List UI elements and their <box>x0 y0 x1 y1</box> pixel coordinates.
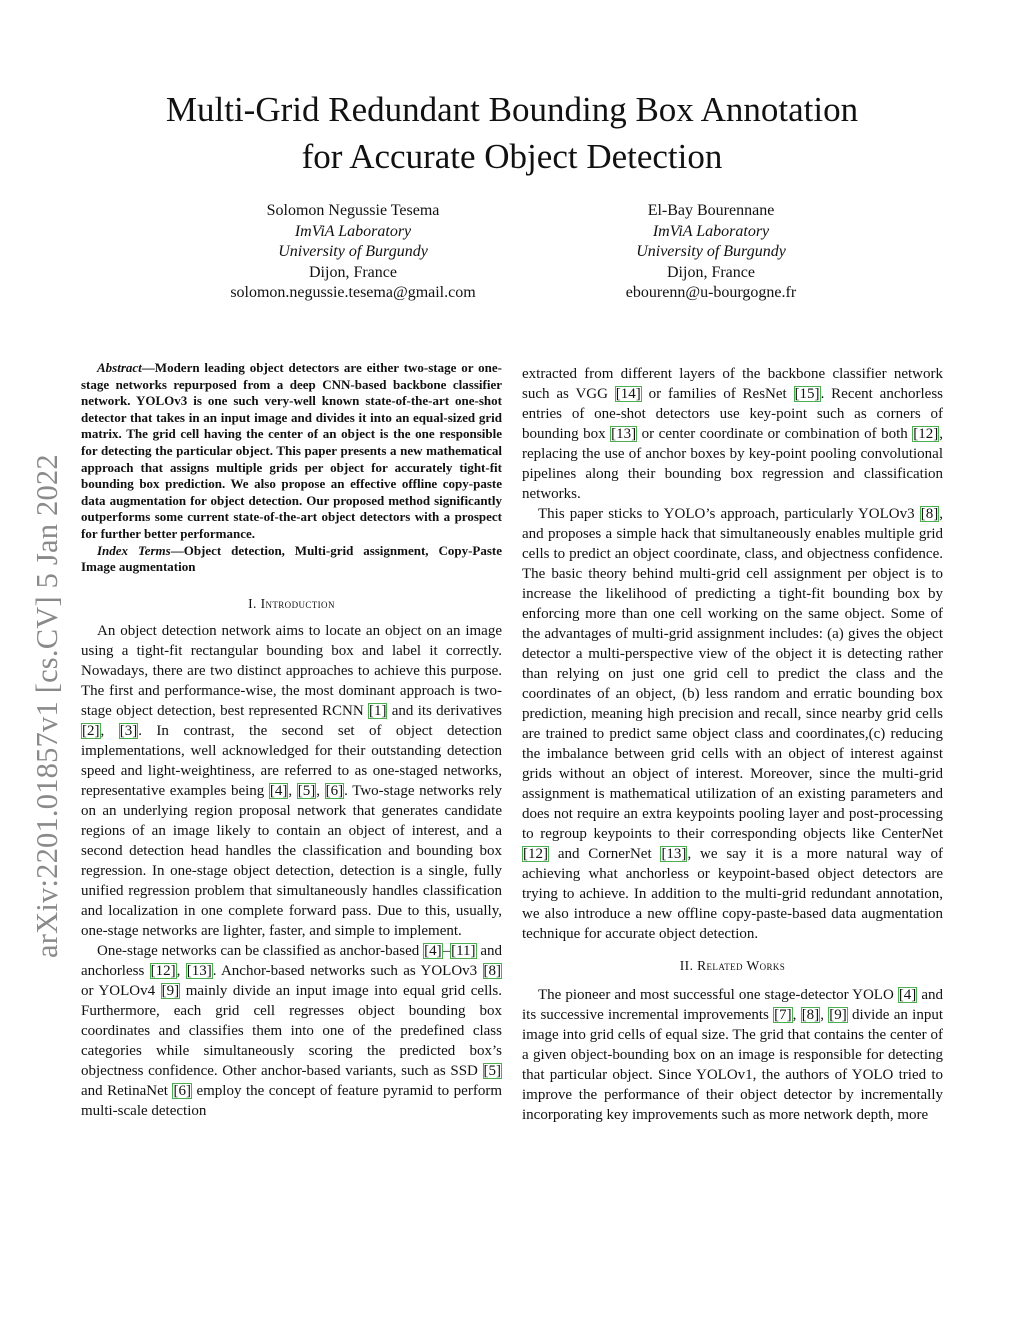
author-name: Solomon Negussie Tesema <box>266 202 440 219</box>
abstract-label: Abstract <box>97 360 142 375</box>
index-terms <box>81 543 502 576</box>
author-block-2 <box>531 201 891 304</box>
abstract-text: —Modern leading object detectors are either two-stage or one-stage networks repurposed from a deep CNN-based backbone classifier network. YOLOv3 is one such very-well known state-of-the-art one-shot detector that takes in an input image and divides it into an equal-sized grid matrix. The grid cell having the center of an object is the one responsible for detecting the particular object. This paper presents a new mathematical approach that assigns multiple grids per object for accurately tight-fit bounding box prediction. We also propose an effective offline copy-paste data augmentation for object detection. Our proposed method significantly outperforms some current state-of-the-art object detectors with a prospect for further better performance. <box>81 360 502 541</box>
intro-paragraph-1: An object detection network aims to locate an object on an image using a tight-fit rectangular bounding box and label it correctly. Nowadays, there are two distinct approaches to achieve this purpose. The first and performance-wise, the most dominant approach is two-stage object detection, best represented RCNN [1] and its derivatives [2], [3]. In contrast, the second set of object detection implementations, well acknowledged for their outstanding detection speed and light-weightiness, are referred to as one-staged networks, representative examples being [4], [5], [6]. Two-stage networks rely on an underlying region proposal network that generates candidate regions of an image likely to contain an object of interest, and a second detection head handles the classification and bounding box regression. In one-stage object detection, detection is a single, fully unified regression problem that simultaneously handles classification and localization in one complete forward pass. Due to this, usually, one-stage networks are lighter, faster, and simple to implement. <box>81 622 502 939</box>
section-heading-related-works: II. Related Works <box>679 958 786 973</box>
author-email: solomon.negussie.tesema@gmail.com <box>230 284 476 302</box>
author-block-1 <box>173 201 533 304</box>
index-terms-text: —Object detection, Multi-grid assignment, Copy-Paste Image augmentation <box>81 542 502 575</box>
right-column <box>522 364 943 1125</box>
author-location: Dijon, France <box>309 263 397 281</box>
intro-paragraph-3: extracted from different layers of the backbone classifier network such as VGG [14] or families of ResNet [15]. Recent anchorless entries of one-shot detectors use key-point such as corners of bounding box [13] or center coordinate or combination of both [12], replacing the use of anchor boxes by key-point pooling convolutional pipelines along their bounding box regression and classification networks. <box>522 366 943 502</box>
title-line-2: for Accurate Object Detection <box>301 137 723 176</box>
paper-title <box>60 86 964 180</box>
title-line-1: Multi-Grid Redundant Bounding Box Annotation <box>165 90 859 129</box>
author-university: University of Burgundy <box>636 243 786 261</box>
intro-paragraph-2: One-stage networks can be classified as anchor-based [4]–[11] and anchorless [12], [13]. Anchor-based networks such as YOLOv3 [8] or YOLOv4 [9] mainly divide an input image into equal grid cells. Furthermore, each grid cell regresses object bounding box coordinates and classifies them into one of the predefined class categories while simultaneously scoring the predicted box’s objectness confidence. Other anchor-based variants, such as SSD [5] and RetinaNet [6] employ the concept of feature pyramid to perform multi-scale detection <box>81 942 502 1119</box>
abstract <box>81 360 502 543</box>
author-lab: ImViA Laboratory <box>294 222 412 240</box>
section-heading-introduction: I. Introduction <box>248 595 335 611</box>
author-university: University of Burgundy <box>278 243 428 261</box>
author-name: El-Bay Bourennane <box>647 202 775 219</box>
author-email: ebourenn@u-bourgogne.fr <box>625 284 797 302</box>
author-location: Dijon, France <box>667 263 755 281</box>
arxiv-identifier: arXiv:2201.01857v1 [cs.CV] 5 Jan 2022 <box>30 454 64 958</box>
intro-paragraph-4: This paper sticks to YOLO’s approach, particularly YOLOv3 [8], and proposes a simple hack that simultaneously enables multiple grid cells to predict an object coordinate, class, and objectness confidence. The basic theory behind multi-grid cell assignment per object is to increase the likelihood of predicting a tight-fit bounding box by enforcing more than one cell working on the same object. Some of the advantages of multi-grid assignment includes: (a) gives the object detector a multi-perspective view of the object it is detecting rather than relying on just one grid cell to predict the class and the coordinates of an object, (b) less random and erratic bounding box prediction, meaning high precision and recall, since nearby grid cells are trained to predict same object class and coordinates,(c) reducing the imbalance between grid cells with an object of interest against grids without an object of interest. Moreover, since the multi-grid assignment is mathematical utilization of an existing parameters and does not require an extra keypoints pooling layer and post-processing to regroup keypoints to their corresponding objects like CenterNet [12] and CornerNet [13], we say it is a more natural way of achieving what anchorless or keypoint-based object detectors are trying to achieve. In addition to the multi-grid redundant annotation, we also introduce a new offline copy-paste-based data augmentation technique for accurate object detection. <box>522 506 944 942</box>
left-column <box>81 360 502 1121</box>
related-works-paragraph-1: The pioneer and most successful one stage-detector YOLO [4] and its successive incremental improvements [7], [8], [9] divide an input image into grid cells of equal size. The grid that contains the center of a given object-bounding box on an image is responsible for detecting that particular object. Since YOLOv1, the authors of YOLO tried to improve the performance of their object detector by incrementally incorporating key improvements such as more network depth, more <box>522 987 943 1123</box>
index-terms-label: Index Terms <box>97 542 171 558</box>
author-lab: ImViA Laboratory <box>652 222 770 240</box>
